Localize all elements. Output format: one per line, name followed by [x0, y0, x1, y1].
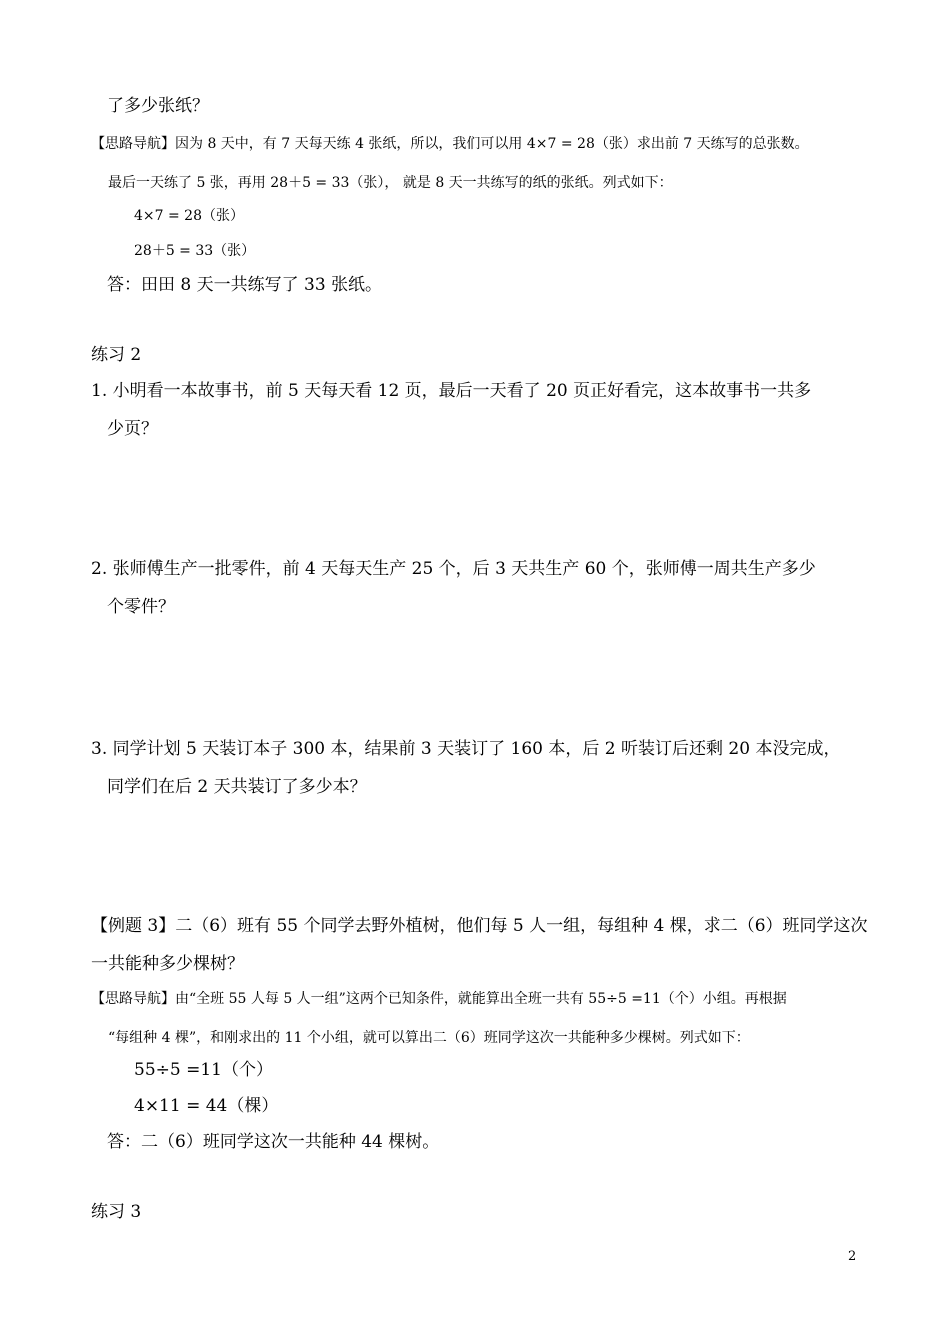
example-3-line2: 一共能种多少棵树？	[91, 954, 244, 974]
example-3-answer: 答：二（6）班同学这次一共能种 44 棵树。	[107, 1132, 440, 1152]
practice-2-q3-line2: 同学们在后 2 天共装订了多少本？	[107, 777, 367, 797]
hint-tag: 【思路导航】	[91, 136, 175, 152]
practice-2-q1-line1: 1. 小明看一本故事书，前 5 天每天看 12 页，最后一天看了 20 页正好看完，这本故事书一共多	[91, 381, 812, 401]
answer-line: 答：田田 8 天一共练写了 33 张纸。	[107, 275, 383, 295]
practice-3-title: 练习 3	[91, 1202, 142, 1222]
hint-text-1: 因为 8 天中，有 7 天每天练 4 张纸，所以，我们可以用 4×7 = 28（张）求出前 7 天练写的总张数。	[175, 136, 809, 152]
question-tail: 了多少张纸？	[107, 96, 209, 116]
hint-line-1	[91, 137, 809, 151]
example-3-hint-line-1	[91, 992, 787, 1006]
example-3-text-1: 二（6）班有 55 个同学去野外植树，他们每 5 人一组，每组种 4 棵，求二（6）班同学这次	[175, 916, 868, 936]
example-3-hint-line-2: “每组种 4 棵”，和刚求出的 11 个小组，就可以算出二（6）班同学这次一共能种多少棵树。列式如下：	[108, 1030, 750, 1046]
calc-line-1: 4×7 = 28（张）	[134, 208, 244, 224]
page-number: 2	[848, 1249, 857, 1264]
practice-2-q1-line2: 少页？	[107, 419, 158, 439]
example-3-calc-2: 4×11 = 44（棵）	[134, 1096, 279, 1116]
hint-line-2: 最后一天练了 5 张，再用 28＋5 = 33（张）， 就是 8 天一共练写的纸的张纸。列式如下：	[108, 175, 673, 191]
example-3-hint-tag: 【思路导航】	[91, 991, 175, 1007]
example-3-tag: 【例题 3】	[91, 916, 176, 936]
practice-2-title: 练习 2	[91, 345, 142, 365]
practice-2-q2-line2: 个零件？	[107, 597, 175, 617]
calc-line-2: 28＋5 = 33（张）	[134, 243, 256, 259]
practice-2-q3-line1: 3. 同学计划 5 天装订本子 300 本，结果前 3 天装订了 160 本，后 2 听装订后还剩 20 本没完成，	[91, 739, 841, 759]
example-3-hint-text-1: 由“全班 55 人每 5 人一组”这两个已知条件，就能算出全班一共有 55÷5 =11（个）小组。再根据	[175, 991, 787, 1007]
practice-2-q2-line1: 2. 张师傅生产一批零件，前 4 天每天生产 25 个，后 3 天共生产 60 个，张师傅一周共生产多少	[91, 559, 816, 579]
example-3-line1	[91, 918, 868, 935]
example-3-calc-1: 55÷5 =11（个）	[134, 1060, 273, 1080]
